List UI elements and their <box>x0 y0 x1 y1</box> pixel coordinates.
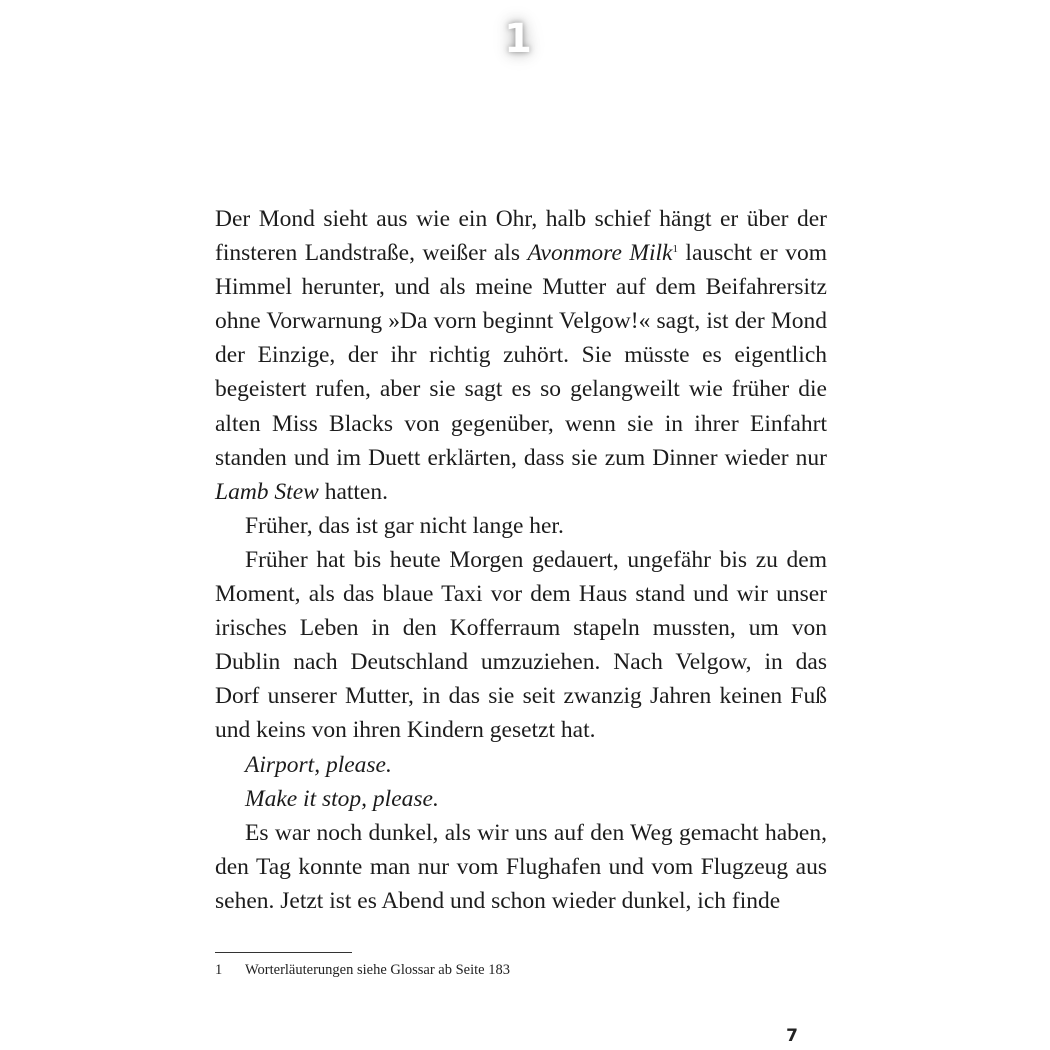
avonmore-milk-italic: Avonmore Milk <box>527 240 673 267</box>
paragraph-2: Früher, das ist gar nicht lange her. <box>245 512 564 539</box>
footnote <box>215 960 827 980</box>
paragraph-3: Früher hat bis heute Morgen gedauert, ungefähr bis zu dem Moment, als das blaue Taxi vor dem Haus stand und wir unser irisches Leben in den Kofferraum stapeln mussten, um von Dublin nach Deutschland umzuziehen. Nach Velgow, in das Dorf unserer Mutter, in das sie seit zwanzig Jahren keinen Fuß und keins von ihren Kindern gesetzt hat. <box>215 546 827 744</box>
footnote-text: Worterläuterungen siehe Glossar ab Seite 183 <box>245 962 510 978</box>
page-number: 7 <box>786 1026 798 1046</box>
paragraph-1-text-c: hatten. <box>318 478 388 505</box>
paragraph-4 <box>215 748 827 782</box>
paragraph-6: Es war noch dunkel, als wir uns auf den Weg gemacht haben, den Tag konnte man nur vom Flughafen und vom Flugzeug aus sehen. Jetzt ist es Abend und schon wieder dunkel, ich finde <box>215 819 827 914</box>
paragraph-5 <box>215 782 827 816</box>
footnote-rule <box>215 952 352 953</box>
chapter-number: 1 <box>504 16 532 62</box>
paragraph-4-italic: Airport, please. <box>245 751 392 778</box>
paragraph-1 <box>215 202 827 509</box>
footnote-marker: 1 <box>215 962 223 978</box>
body-text <box>215 202 827 918</box>
lamb-stew-italic: Lamb Stew <box>215 478 319 505</box>
paragraph-1-text-a: Der Mond sieht aus wie ein Ohr, halb schief hängt er über der finsteren Landstraße, weißer als <box>215 206 827 267</box>
paragraph-1-text-b: lauscht er vom Himmel herunter, und als meine Mutter auf dem Beifahrersitz ohne Vorwarnung »Da vorn beginnt Velgow!« sagt, ist der Mond der Einzige, der ihr richtig zuhört. Sie müsste es eigentlich begeistert rufen, aber sie sagt es so gelangweilt wie früher die alten Miss Blacks von gegenüber, wenn sie in ihrer Einfahrt standen und im Duett erklärten, dass sie zum Dinner wieder nur <box>215 240 827 471</box>
footnote-reference: 1 <box>672 243 678 256</box>
paragraph-5-italic: Make it stop, please. <box>245 785 439 812</box>
